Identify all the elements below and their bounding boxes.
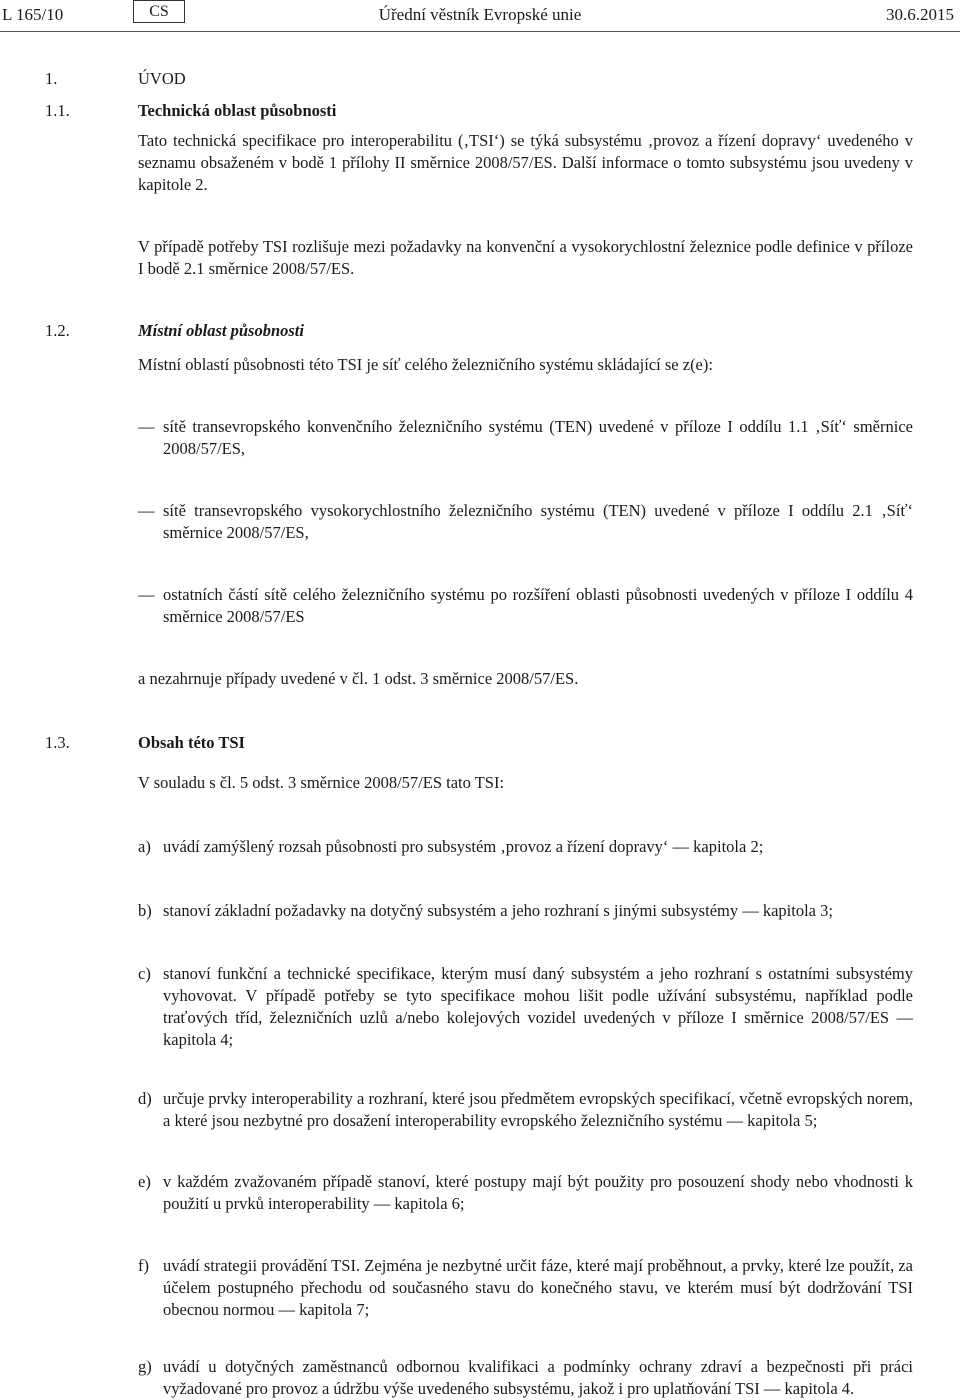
list-item	[138, 500, 913, 544]
paragraph-scope-technical: Tato technická specifikace pro interoperabilitu (‚TSI‘) se týká subsystému ‚provoz a řízení dopravy‘ uvedeného v seznamu obsaženém v bodě 1 přílohy II směrnice 2008/57/ES. Další informace o tomto subsystému jsou uvedeny v kapitole 2.	[138, 131, 913, 194]
list-item-text: v každém zvažovaném případě stanoví, které postupy mají být použity pro posouzení shody nebo vhodnosti k použití u prvků interoperability — kapitola 6;	[163, 1172, 913, 1213]
journal-header	[0, 0, 960, 34]
list-item-text: ostatních částí sítě celého železničního systému po rozšíření oblasti působnosti uvedených v příloze I oddílu 4 směrnice 2008/57/ES	[163, 585, 913, 626]
header-rule	[0, 31, 960, 32]
list-item-text: stanoví základní požadavky na dotyčný subsystém a jeho rozhraní s jinými subsystémy — kapitola 3;	[163, 901, 833, 920]
list-item-text: stanoví funkční a technické specifikace, kterým musí daný subsystém a jeho rozhraní s ostatními subsystémy vyhovovat. V případě potřeby se tyto specifikace mohou lišit podle užívání subsystému, například podle traťových tříd, železničních uzlů a/nebo kolejových vozidel uvedených v příloze I směrnice 2008/57/ES — kapitola 4;	[163, 964, 913, 1049]
list-item-text: určuje prvky interoperability a rozhraní, které jsou předmětem evropských specifikací, včetně evropských norem, a které jsou nezbytné pro dosažení interoperability evropského železničního systému — kapitola 5;	[163, 1089, 913, 1130]
list-item	[138, 1255, 913, 1321]
publication-date: 30.6.2015	[886, 5, 954, 24]
paragraph-content-intro: V souladu s čl. 5 odst. 3 směrnice 2008/57/ES tato TSI:	[138, 773, 505, 792]
list-item-text: uvádí u dotyčných zaměstnanců odbornou kvalifikaci a podmínky ochrany zdraví a bezpečnosti při práci vyžadované pro provoz a údržbu výše uvedeného subsystému, jakož i pro uplatňování TSI — kapitola 4.	[163, 1357, 913, 1398]
journal-title: Úřední věstník Evropské unie	[378, 5, 582, 24]
dash-marker: —	[138, 501, 155, 520]
section-title: Technická oblast působnosti	[138, 101, 337, 120]
list-item-text: uvádí strategii provádění TSI. Zejména je nezbytné určit fáze, které mají proběhnout, a prvky, které lze použít, za účelem postupného přechodu od současného stavu do konečného stavu, ve kterém musí být dodržování TSI obecnou normou — kapitola 7;	[163, 1256, 913, 1319]
list-item-text: sítě transevropského konvenčního železničního systému (TEN) uvedené v příloze I oddílu 1.1 ‚Síť‘ směrnice 2008/57/ES,	[163, 417, 913, 458]
list-item	[138, 1356, 913, 1400]
language-badge: CS	[133, 0, 185, 23]
section-title: ÚVOD	[138, 69, 186, 88]
list-item-label: d)	[138, 1089, 152, 1108]
list-item	[138, 584, 913, 628]
paragraph-exclusions: a nezahrnuje případy uvedené v čl. 1 odst. 3 směrnice 2008/57/ES.	[138, 669, 579, 688]
section-number: 1.	[45, 69, 58, 88]
section-number: 1.2.	[45, 321, 70, 340]
page-reference: L 165/10	[2, 5, 64, 24]
section-number: 1.1.	[45, 101, 70, 120]
list-item	[138, 1171, 913, 1215]
section-title: Místní oblast působnosti	[138, 321, 304, 340]
list-item-text: uvádí zamýšlený rozsah působnosti pro subsystém ‚provoz a řízení dopravy‘ — kapitola 2;	[163, 837, 764, 856]
list-item	[138, 900, 913, 922]
list-item	[138, 416, 913, 460]
dash-marker: —	[138, 585, 155, 604]
list-item-label: b)	[138, 901, 152, 920]
list-item-label: f)	[138, 1256, 149, 1275]
list-item-label: e)	[138, 1172, 151, 1191]
dash-marker: —	[138, 417, 155, 436]
list-item	[138, 963, 913, 1051]
list-item-label: c)	[138, 964, 151, 983]
list-item	[138, 836, 913, 858]
list-item-text: sítě transevropského vysokorychlostního železničního systému (TEN) uvedené v příloze I oddílu 2.1 ‚Síť‘ směrnice 2008/57/ES,	[163, 501, 913, 542]
list-item-label: g)	[138, 1357, 152, 1376]
section-number: 1.3.	[45, 733, 70, 752]
list-item-label: a)	[138, 837, 151, 856]
paragraph-geographic-scope: Místní oblastí působnosti této TSI je síť celého železničního systému skládající se z(e):	[138, 355, 713, 374]
paragraph-scope-distinction: V případě potřeby TSI rozlišuje mezi požadavky na konvenční a vysokorychlostní železnice podle definice v příloze I bodě 2.1 směrnice 2008/57/ES.	[138, 237, 913, 278]
list-item	[138, 1088, 913, 1132]
section-title: Obsah této TSI	[138, 733, 245, 752]
